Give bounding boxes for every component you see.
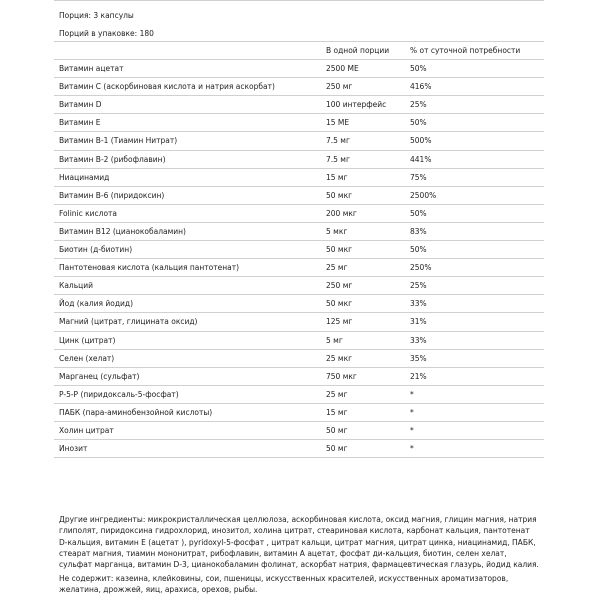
- nutrient-daily-value: 21%: [410, 371, 427, 381]
- nutrient-daily-value: 441%: [410, 154, 432, 164]
- table-row: [54, 204, 544, 223]
- nutrient-name: Йод (калия йодид): [59, 299, 134, 309]
- table-row: [54, 258, 544, 277]
- nutrient-amount: 50 мкг: [326, 245, 353, 254]
- nutrient-amount: 5 мкг: [326, 226, 348, 236]
- nutrient-daily-value: 35%: [410, 353, 427, 363]
- table-row: [54, 294, 544, 313]
- nutrient-name: Витамин В-1 (Тиамин Нитрат): [59, 136, 178, 146]
- nutrient-amount: 250 мг: [326, 82, 353, 92]
- nutrient-daily-value: 31%: [410, 317, 427, 327]
- top-divider: [54, 0, 544, 1]
- nutrient-name: Биотин (д-биотин): [59, 245, 133, 254]
- nutrient-daily-value: *: [410, 444, 414, 454]
- nutrient-amount: 7.5 мг: [326, 136, 350, 146]
- table-row: [54, 186, 544, 205]
- table-row: [54, 240, 544, 259]
- nutrient-amount: 50 мг: [326, 426, 348, 435]
- table-header-row: [54, 41, 544, 60]
- nutrient-name: Витамин В-6 (пиридоксин): [59, 190, 165, 200]
- table-row: [54, 113, 544, 132]
- table-row: [54, 95, 544, 114]
- nutrient-name: Магний (цитрат, глицината оксид): [59, 317, 198, 327]
- table-row: [54, 385, 544, 404]
- nutrient-amount: 125 мг: [326, 317, 353, 327]
- nutrient-amount: 7.5 мг: [326, 154, 350, 164]
- table-row: [54, 150, 544, 169]
- table-bottom-divider: [54, 457, 544, 458]
- other-ingredients-label: Другие ингредиенты:: [59, 515, 146, 524]
- nutrient-daily-value: 33%: [410, 335, 427, 345]
- nutrient-name: Витамин С (аскорбиновая кислота и натрия аскорбат): [59, 82, 275, 92]
- other-ingredients-text: микрокристаллическая целлюлоза, аскорбиновая кислота, оксид магния, глицин магния, натрия глиполят, пиридоксина гидрохлорид, инозитол, холина цитрат, стеариновая кислота, карбонат кальция, пантотенат D-кальция, витамин Е (ацетат ), pyridoxyl-5-фосфат , цитрат кальци, цитрат магния, цитрат цинка, ниацинамид, ПАБК, стеарат магния, тиамин мононитрат, рибофлавин, витамин А ацетат, фосфат ди-кальция, биотин, селен хелат, сульфат марганца, витамин D-3, цианокобаламин фолинат, аскорбат натрия, фармацевтическая глазурь, йодид калия.: [59, 515, 539, 570]
- table-row: [54, 276, 544, 295]
- servings-per-container: Порций в упаковке: 180: [59, 29, 154, 38]
- nutrient-name: Селен (хелат): [59, 353, 115, 363]
- nutrient-name: Витамин Е: [59, 118, 101, 128]
- nutrient-name: Витамин В-2 (рибофлавин): [59, 154, 166, 164]
- nutrient-name: Витамин ацетат: [59, 64, 124, 73]
- nutrient-daily-value: 75%: [410, 172, 427, 182]
- table-row: [54, 131, 544, 150]
- nutrient-daily-value: 50%: [410, 208, 427, 218]
- nutrient-amount: 250 мг: [326, 281, 353, 291]
- nutrient-amount: 50 мкг: [326, 299, 353, 309]
- table-row: [54, 222, 544, 241]
- nutrient-daily-value: *: [410, 426, 414, 435]
- nutrient-amount: 5 мг: [326, 335, 343, 345]
- nutrient-name: Марганец (сульфат): [59, 371, 140, 381]
- nutrient-name: ПАБК (пара-аминобензойной кислоты): [59, 407, 213, 417]
- table-row: [54, 439, 544, 458]
- nutrient-daily-value: 25%: [410, 281, 427, 291]
- nutrient-amount: 15 мг: [326, 407, 348, 417]
- serving-size: Порция: 3 капсулы: [59, 11, 134, 20]
- nutrient-amount: 50 мкг: [326, 190, 353, 200]
- table-row: [54, 367, 544, 386]
- nutrient-amount: 200 мкг: [326, 208, 357, 218]
- nutrient-name: Инозит: [59, 444, 88, 454]
- nutrient-daily-value: *: [410, 389, 414, 399]
- nutrient-daily-value: 50%: [410, 64, 427, 73]
- nutrient-daily-value: 25%: [410, 100, 427, 110]
- nutrient-amount: 15 мг: [326, 172, 348, 182]
- nutrient-amount: 100 интерфейс: [326, 100, 387, 110]
- nutrient-name: Кальций: [59, 281, 93, 291]
- nutrient-amount: 25 мкг: [326, 353, 353, 363]
- nutrient-amount: 2500 МЕ: [326, 64, 359, 73]
- free-from: [59, 573, 539, 596]
- nutrient-name: Холин цитрат: [59, 426, 114, 435]
- nutrient-daily-value: *: [410, 407, 414, 417]
- header-daily-value: % от суточной потребности: [410, 46, 521, 55]
- nutrient-daily-value: 50%: [410, 245, 427, 254]
- nutrient-name: Витамин В12 (цианокобаламин): [59, 226, 186, 236]
- nutrient-amount: 50 мг: [326, 444, 348, 454]
- nutrient-name: Витамин D: [59, 100, 102, 110]
- table-row: [54, 59, 544, 78]
- table-row: [54, 168, 544, 187]
- nutrient-amount: 25 мг: [326, 389, 348, 399]
- table-row: [54, 403, 544, 422]
- nutrient-daily-value: 416%: [410, 82, 432, 92]
- free-from-text: казеина, клейковины, сои, пшеницы, искусственных красителей, искусственных ароматизаторов, желатина, дрожжей, яиц, арахиса, орехов, рыбы.: [59, 574, 509, 595]
- nutrient-daily-value: 50%: [410, 118, 427, 128]
- other-ingredients: [59, 514, 539, 570]
- nutrient-daily-value: 83%: [410, 226, 427, 236]
- nutrient-name: Пантотеновая кислота (кальция пантотенат): [59, 263, 240, 273]
- nutrient-name: Цинк (цитрат): [59, 335, 116, 345]
- table-row: [54, 77, 544, 96]
- nutrient-amount: 15 МЕ: [326, 118, 350, 128]
- nutrient-name: Folinic кислота: [59, 208, 118, 218]
- free-from-label: Не содержит:: [59, 574, 114, 583]
- nutrient-daily-value: 500%: [410, 136, 432, 146]
- nutrient-amount: 750 мкг: [326, 371, 357, 381]
- table-row: [54, 331, 544, 350]
- nutrient-name: P-5-P (пиридоксаль-5-фосфат): [59, 389, 179, 399]
- nutrient-daily-value: 33%: [410, 299, 427, 309]
- nutrient-daily-value: 2500%: [410, 190, 437, 200]
- nutrient-daily-value: 250%: [410, 263, 432, 273]
- table-row: [54, 349, 544, 368]
- nutrient-name: Ниацинамид: [59, 172, 110, 182]
- table-row: [54, 312, 544, 331]
- header-amount: В одной порции: [326, 46, 390, 55]
- table-row: [54, 421, 544, 440]
- nutrient-amount: 25 мг: [326, 263, 348, 273]
